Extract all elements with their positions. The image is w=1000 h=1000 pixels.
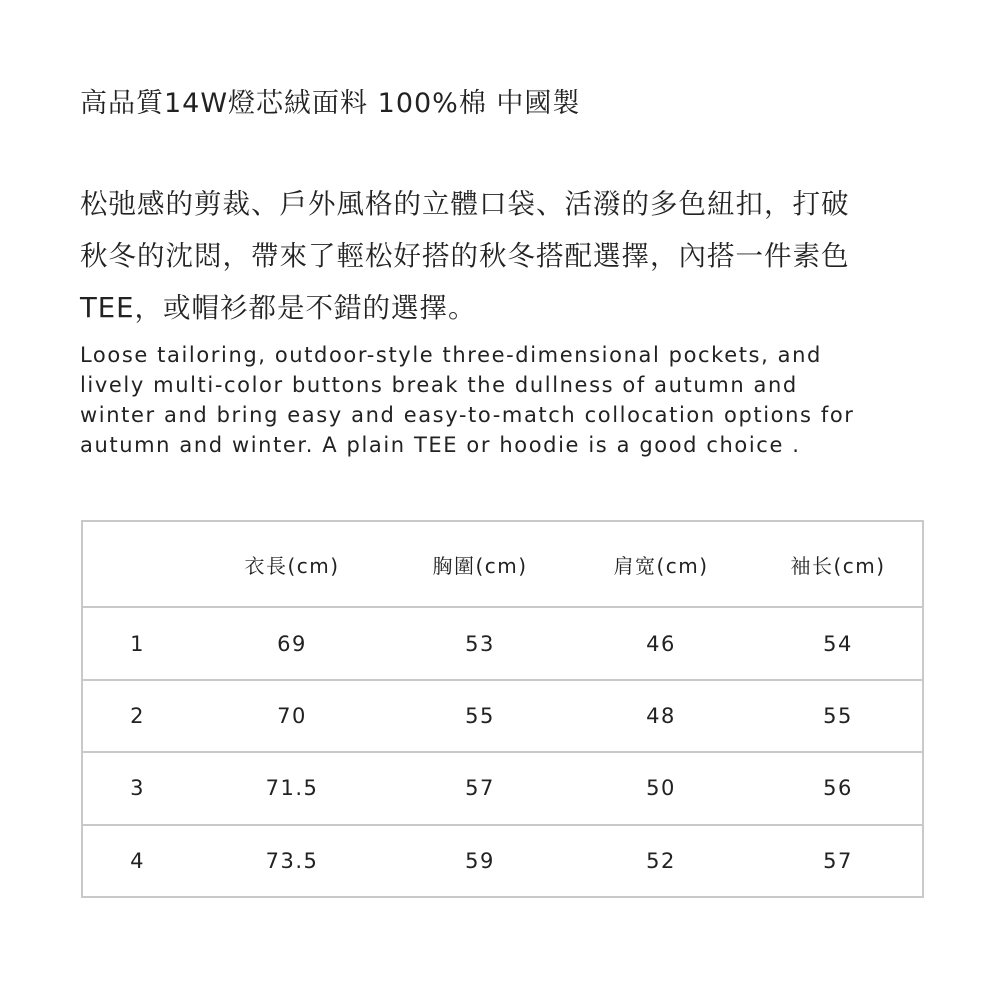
header-cell-chest: 胸圍(cm) bbox=[432, 553, 528, 578]
shoulder-cell: 46 bbox=[568, 607, 754, 679]
description-chinese bbox=[80, 178, 932, 334]
chest-cell: 53 bbox=[392, 607, 568, 679]
description-chinese-line: 秋冬的沈悶，帶來了輕松好搭的秋冬搭配選擇，內搭一件素色 bbox=[80, 240, 850, 272]
table-row bbox=[82, 825, 923, 897]
chest-cell: 57 bbox=[392, 752, 568, 824]
size-label-cell: 1 bbox=[82, 607, 192, 679]
length-cell: 71.5 bbox=[192, 752, 392, 824]
size-chart-table bbox=[81, 520, 924, 898]
shoulder-cell: 50 bbox=[568, 752, 754, 824]
length-cell: 73.5 bbox=[192, 825, 392, 897]
table-row bbox=[82, 752, 923, 824]
header-cell-size bbox=[82, 521, 192, 607]
size-label-cell: 3 bbox=[82, 752, 192, 824]
description-chinese-line: TEE，或帽衫都是不錯的選擇。 bbox=[80, 292, 477, 324]
size-label-cell: 2 bbox=[82, 680, 192, 752]
table-row bbox=[82, 607, 923, 679]
table-row bbox=[82, 680, 923, 752]
fabric-spec-line: 高品質14W燈芯絨面料 100%棉 中國製 bbox=[80, 88, 581, 119]
size-table-header-row bbox=[82, 521, 923, 607]
sleeve-cell: 54 bbox=[754, 607, 923, 679]
description-english-line: Loose tailoring, outdoor-style three-dimensional pockets, and bbox=[80, 343, 822, 367]
sleeve-cell: 56 bbox=[754, 752, 923, 824]
shoulder-cell: 48 bbox=[568, 680, 754, 752]
length-cell: 69 bbox=[192, 607, 392, 679]
header-cell-length: 衣長(cm) bbox=[244, 553, 340, 578]
description-english-line: autumn and winter. A plain TEE or hoodie is a good choice . bbox=[80, 433, 801, 457]
chest-cell: 55 bbox=[392, 680, 568, 752]
sleeve-cell: 55 bbox=[754, 680, 923, 752]
sleeve-cell: 57 bbox=[754, 825, 923, 897]
size-label-cell: 4 bbox=[82, 825, 192, 897]
length-cell: 70 bbox=[192, 680, 392, 752]
shoulder-cell: 52 bbox=[568, 825, 754, 897]
description-english-line: winter and bring easy and easy-to-match collocation options for bbox=[80, 403, 855, 427]
description-english-line: lively multi-color buttons break the dullness of autumn and bbox=[80, 373, 798, 397]
description-english bbox=[80, 340, 950, 460]
header-cell-sleeve: 袖长(cm) bbox=[790, 553, 886, 578]
header-cell-shoulder: 肩宽(cm) bbox=[613, 553, 709, 578]
chest-cell: 59 bbox=[392, 825, 568, 897]
description-chinese-line: 松弛感的剪裁、戶外風格的立體口袋、活潑的多色紐扣，打破 bbox=[80, 188, 850, 220]
